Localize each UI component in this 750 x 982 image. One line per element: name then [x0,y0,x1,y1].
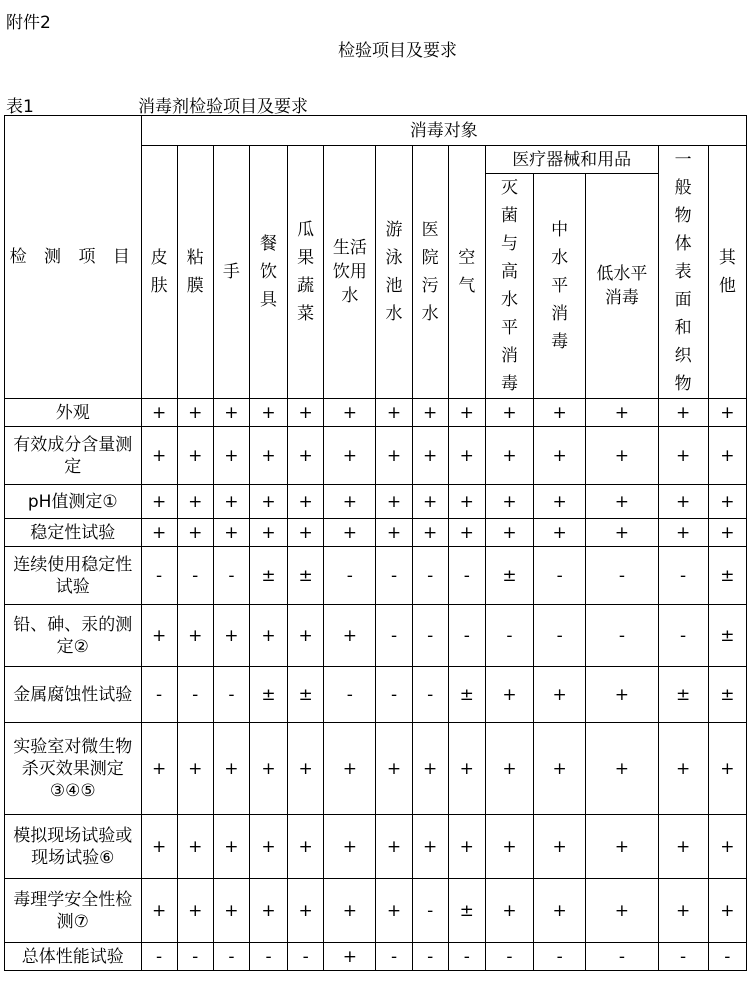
col-header-sterilize-high: 灭菌与高水平消毒 [485,174,533,399]
table-cell: + [586,485,658,519]
table-cell: + [213,815,249,879]
table-cell: + [249,815,287,879]
table-cell: + [213,723,249,815]
table-cell: - [586,547,658,605]
table-cell: + [288,519,324,547]
table-cell: + [376,815,412,879]
table-cell: + [177,485,213,519]
table-cell: + [448,399,485,427]
table-cell: ± [708,605,746,667]
table-cell: + [485,723,533,815]
table-row [5,547,747,605]
table-cell: - [412,667,448,723]
table-cell: ± [448,667,485,723]
table-cell: + [141,605,177,667]
table-cell: + [485,399,533,427]
table-cell: + [249,427,287,485]
row-label: 金属腐蚀性试验 [5,667,142,723]
table-cell: + [249,399,287,427]
table-cell: + [141,519,177,547]
table-cell: + [324,519,376,547]
table-cell: - [708,943,746,971]
table-cell: + [177,427,213,485]
table-cell: - [658,943,708,971]
table-cell: + [324,485,376,519]
table-cell: - [177,943,213,971]
table-cell: - [658,547,708,605]
table-cell: + [658,427,708,485]
col-header-mid-level: 中水平消毒 [534,174,586,399]
col-header-general-surface: 一般物体表面和织物 [658,146,708,399]
table-cell: + [586,427,658,485]
table-cell: + [324,605,376,667]
table-cell: + [324,427,376,485]
table-cell: - [485,605,533,667]
table-cell: + [376,485,412,519]
col-header-hospital-sewage: 医院污水 [412,146,448,399]
table-cell: + [708,879,746,943]
table-cell: + [412,815,448,879]
table-cell: + [658,485,708,519]
table-cell: + [485,815,533,879]
table-row [5,605,747,667]
table-cell: + [288,723,324,815]
table-cell: + [412,485,448,519]
table-cell: + [249,879,287,943]
table-cell: - [412,605,448,667]
table-label: 表1 [6,97,34,117]
table-cell: + [412,519,448,547]
table-row [5,399,747,427]
table-cell: + [485,485,533,519]
table-cell: - [485,943,533,971]
table-cell: + [485,427,533,485]
table-cell: - [586,605,658,667]
table-row [5,519,747,547]
inspection-table [4,115,747,971]
table-cell: - [177,547,213,605]
table-cell: - [288,943,324,971]
table-cell: - [448,547,485,605]
row-label: 外观 [5,399,142,427]
row-label: 连续使用稳定性试验 [5,547,142,605]
table-title: 消毒剂检验项目及要求 [138,97,308,117]
table-cell: + [324,815,376,879]
table-cell: + [288,605,324,667]
row-label: 模拟现场试验或现场试验⑥ [5,815,142,879]
table-cell: + [324,399,376,427]
table-cell: + [658,399,708,427]
table-cell: - [412,879,448,943]
table-cell: + [177,605,213,667]
table-cell: - [141,943,177,971]
table-cell: + [485,667,533,723]
table-cell: + [141,879,177,943]
table-cell: ± [658,667,708,723]
table-cell: - [534,547,586,605]
table-cell: + [376,723,412,815]
col-header-drinking-water: 生活饮用水 [324,146,376,399]
table-cell: + [586,667,658,723]
table-cell: - [658,605,708,667]
table-cell: + [534,427,586,485]
table-cell: - [324,667,376,723]
table-cell: + [213,399,249,427]
table-cell: - [141,547,177,605]
table-cell: + [288,879,324,943]
table-cell: + [213,519,249,547]
table-cell: - [412,547,448,605]
col-header-hand: 手 [213,146,249,399]
table-cell: + [586,723,658,815]
col-header-produce: 瓜果蔬菜 [288,146,324,399]
table-cell: + [213,427,249,485]
table-cell: + [376,519,412,547]
table-row [5,815,747,879]
table-cell: + [249,605,287,667]
table-row [5,943,747,971]
table-cell: + [412,723,448,815]
table-cell: + [288,427,324,485]
table-cell: + [658,815,708,879]
table-cell: ± [708,547,746,605]
table-cell: + [708,485,746,519]
table-cell: - [324,547,376,605]
table-cell: + [485,519,533,547]
table-cell: + [448,427,485,485]
table-cell: - [534,605,586,667]
table-cell: + [324,943,376,971]
table-cell: + [141,399,177,427]
table-cell: + [376,399,412,427]
table-cell: + [708,427,746,485]
table-row [5,485,747,519]
table-cell: + [288,485,324,519]
table-cell: + [324,879,376,943]
row-label: 总体性能试验 [5,943,142,971]
row-label: 铅、砷、汞的测定② [5,605,142,667]
table-cell: + [658,519,708,547]
table-cell: - [376,667,412,723]
table-cell: + [534,723,586,815]
row-label: 稳定性试验 [5,519,142,547]
table-cell: + [177,815,213,879]
row-label: 毒理学安全性检测⑦ [5,879,142,943]
table-cell: + [177,723,213,815]
annex-label: 附件2 [6,13,51,33]
table-cell: ± [708,667,746,723]
row-label: pH值测定① [5,485,142,519]
table-cell: - [376,547,412,605]
table-cell: + [141,723,177,815]
col-header-skin: 皮肤 [141,146,177,399]
table-cell: + [534,815,586,879]
table-cell: ± [249,667,287,723]
table-cell: - [249,943,287,971]
table-cell: + [448,815,485,879]
table-cell: + [586,815,658,879]
table-cell: + [485,879,533,943]
table-cell: + [177,879,213,943]
table-row [5,879,747,943]
table-cell: + [586,399,658,427]
table-row [5,723,747,815]
table-cell: + [448,519,485,547]
table-cell: - [448,943,485,971]
table-cell: - [376,943,412,971]
table-cell: + [412,399,448,427]
table-cell: + [658,723,708,815]
table-cell: ± [485,547,533,605]
table-cell: + [249,723,287,815]
table-cell: + [534,399,586,427]
table-cell: - [448,605,485,667]
table-cell: ± [288,667,324,723]
table-cell: + [586,879,658,943]
table-cell: - [177,667,213,723]
table-cell: + [141,815,177,879]
table-cell: ± [448,879,485,943]
table-cell: ± [249,547,287,605]
table-cell: + [708,723,746,815]
row-label: 有效成分含量测定 [5,427,142,485]
table-cell: + [586,519,658,547]
table-row [5,427,747,485]
medical-devices-header: 医疗器械和用品 [485,146,658,174]
col-header-low-level: 低水平消毒 [586,174,658,399]
table-cell: - [213,667,249,723]
col-header-mucosa: 粘膜 [177,146,213,399]
table-cell: + [177,399,213,427]
table-cell: + [213,879,249,943]
table-cell: + [708,815,746,879]
table-cell: + [658,879,708,943]
table-cell: + [448,723,485,815]
table-cell: - [586,943,658,971]
table-cell: + [288,815,324,879]
table-cell: + [249,519,287,547]
table-cell: ± [288,547,324,605]
table-cell: + [534,879,586,943]
table-cell: + [213,605,249,667]
table-cell: + [213,485,249,519]
table-cell: + [141,427,177,485]
item-column-header: 检 测 项 目 [5,116,142,399]
table-cell: + [376,427,412,485]
table-cell: + [249,485,287,519]
table-cell: + [534,485,586,519]
table-cell: + [708,399,746,427]
table-row [5,667,747,723]
col-header-pool-water: 游泳池水 [376,146,412,399]
table-cell: + [376,879,412,943]
table-cell: + [141,485,177,519]
table-cell: + [177,519,213,547]
row-label: 实验室对微生物杀灭效果测定③④⑤ [5,723,142,815]
table-cell: + [708,519,746,547]
table-cell: + [448,485,485,519]
page-title: 检验项目及要求 [338,41,457,61]
table-cell: - [213,943,249,971]
table-cell: - [213,547,249,605]
table-cell: + [412,427,448,485]
table-cell: + [534,519,586,547]
table-cell: - [534,943,586,971]
table-cell: + [288,399,324,427]
table-cell: + [324,723,376,815]
table-cell: - [376,605,412,667]
col-header-tableware: 餐饮具 [249,146,287,399]
col-header-air: 空气 [448,146,485,399]
table-cell: - [412,943,448,971]
table-cell: - [141,667,177,723]
col-header-other: 其他 [708,146,746,399]
table-cell: + [534,667,586,723]
disinfection-target-header: 消毒对象 [141,116,746,146]
